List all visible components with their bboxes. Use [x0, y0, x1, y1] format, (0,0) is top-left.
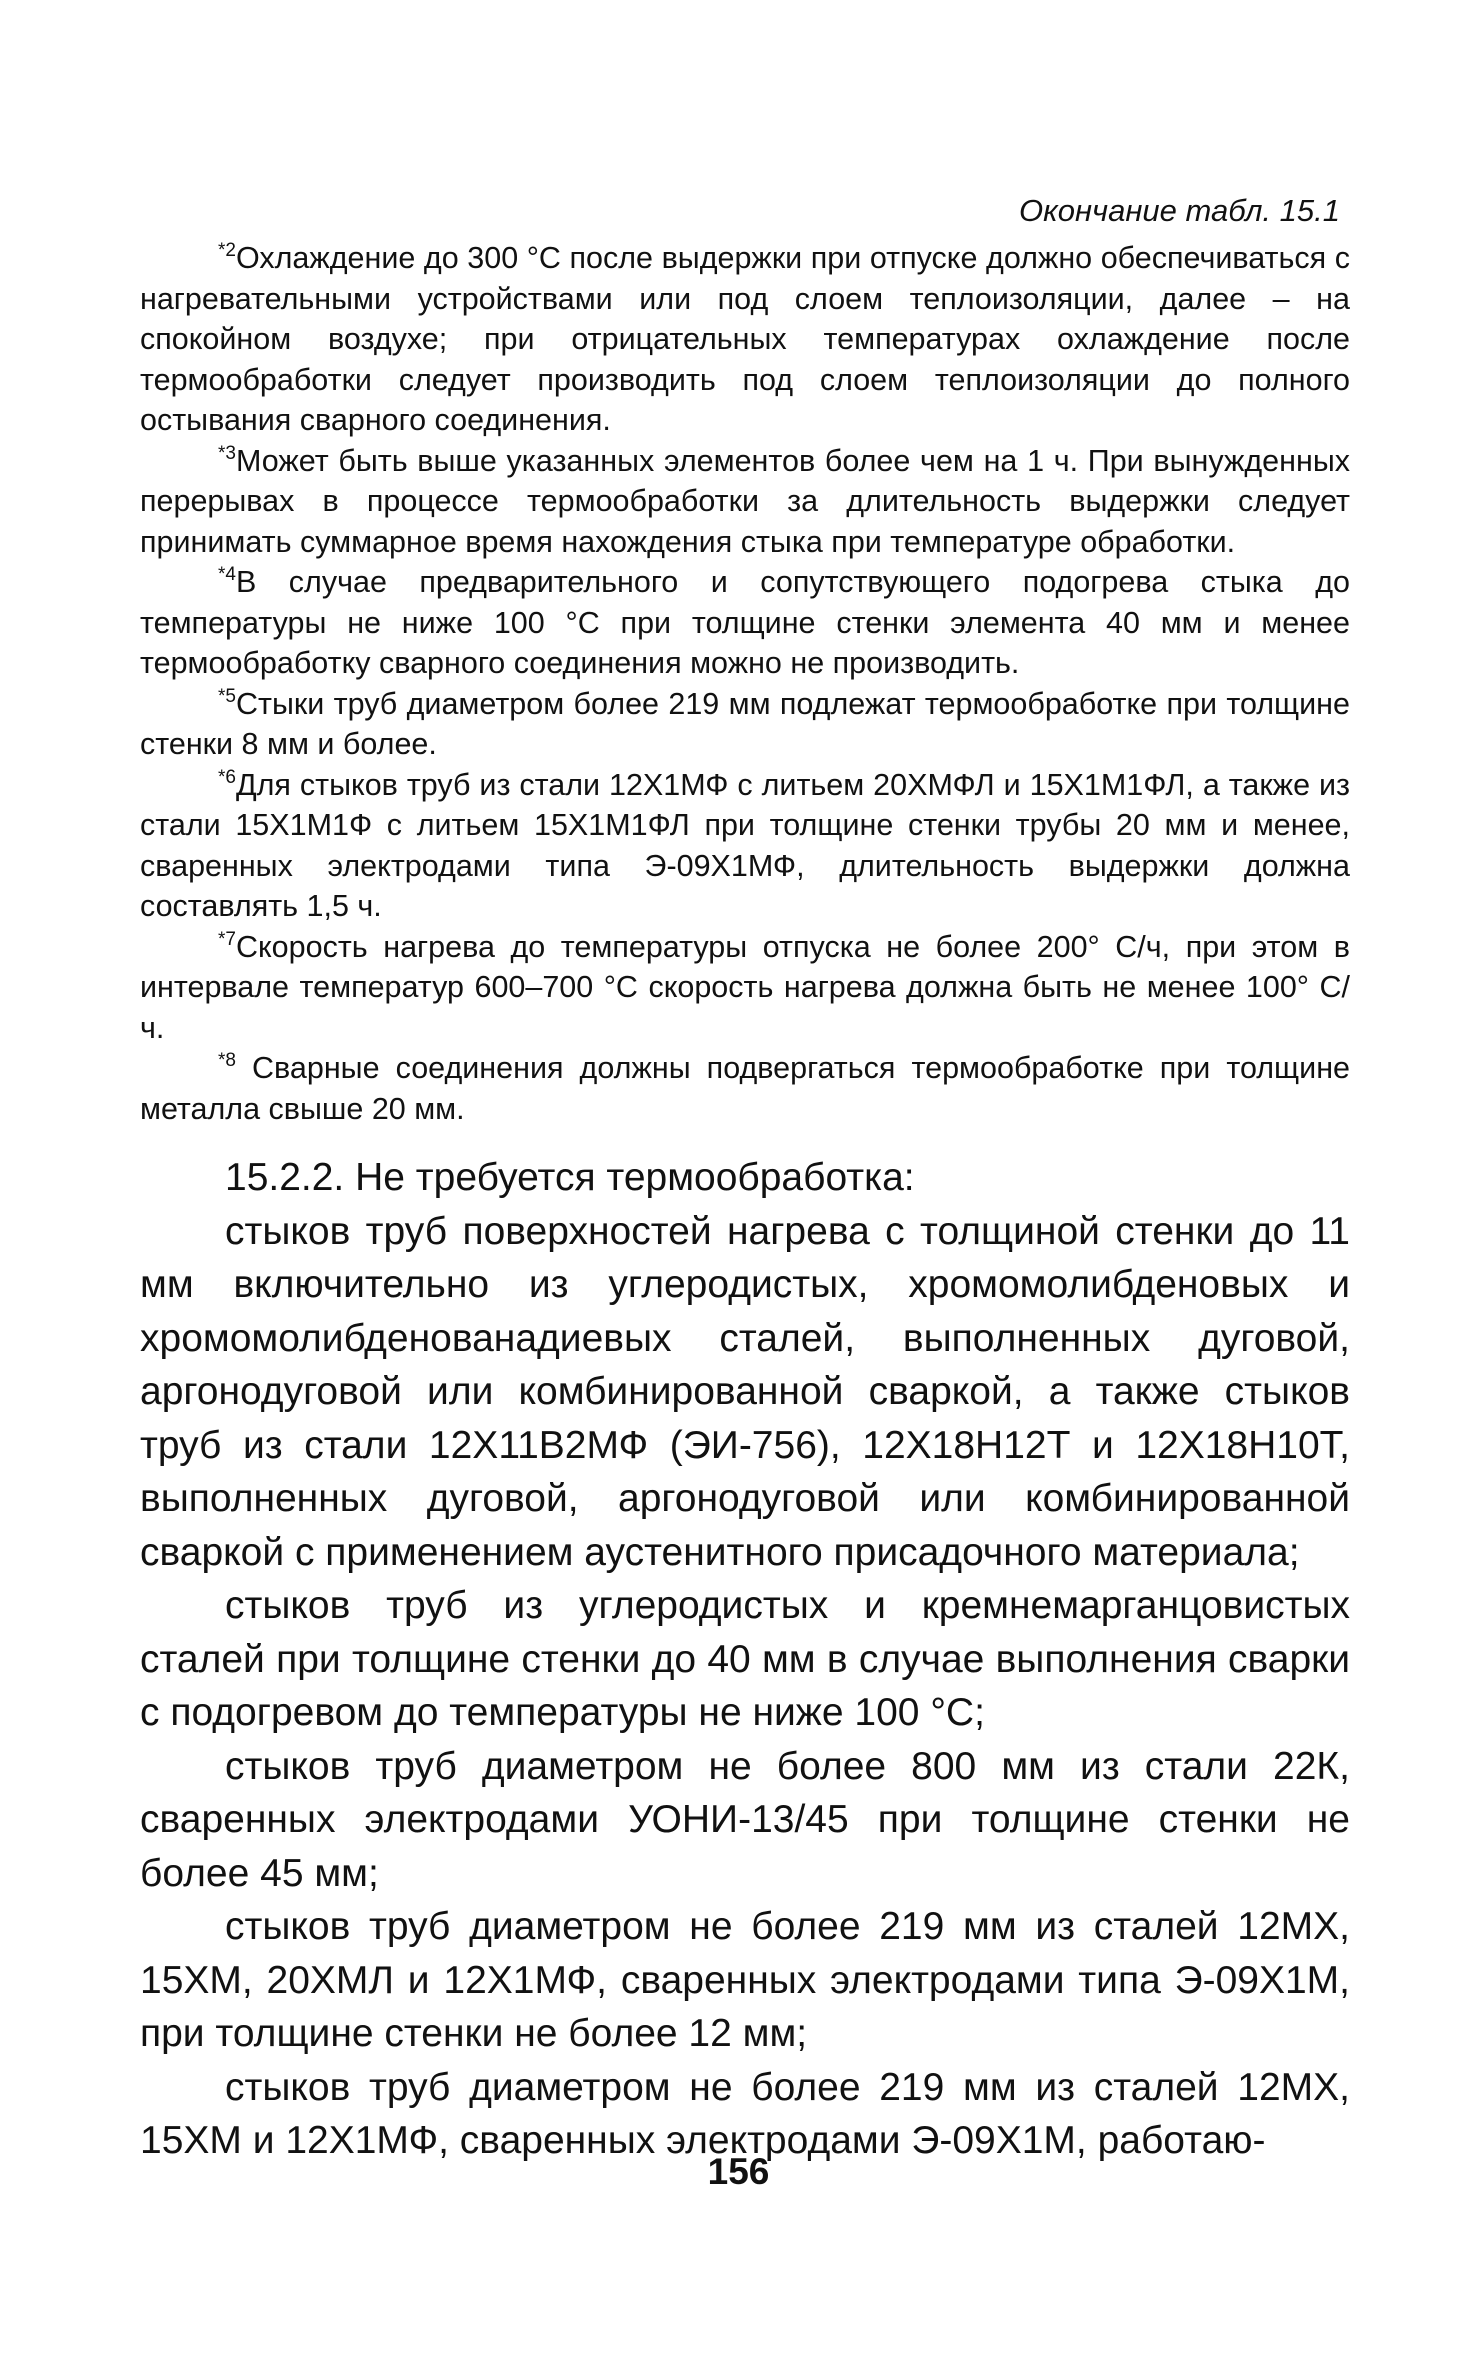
footnote: [140, 441, 1350, 563]
table-footnotes: [140, 238, 1350, 1129]
footnote-mark: *2: [218, 240, 236, 261]
main-text: [140, 1151, 1350, 2168]
footnote-text: В случае предварительного и сопутствующего подогрева стыка до температуры не ниже 100 °С при толщине стенки элемента 40 мм и менее термообработку сварного соединения можно не производить.: [140, 565, 1350, 680]
paragraph: стыков труб диаметром не более 800 мм из стали 22К, сваренных электродами УОНИ-13/45 при толщине стенки не более 45 мм;: [140, 1744, 1350, 1895]
footnote-mark: *7: [218, 928, 236, 950]
footnote: [140, 927, 1350, 1049]
footnote-text: Стыки труб диаметром более 219 мм подлежат термообработке при толщине стенки 8 мм и более.: [140, 686, 1350, 761]
footnote-mark: *3: [218, 442, 236, 464]
table-caption: Окончание табл. 15.1: [1018, 193, 1340, 228]
footnote: [140, 562, 1350, 684]
paragraph: стыков труб из углеродистых и кремнемарганцовистых сталей при толщине стенки до 40 мм в случае выполнения сварки с подогревом до температуры не ниже 100 °С;: [140, 1584, 1350, 1734]
footnote-text: Скорость нагрева до температуры отпуска не более 200° С/ч, при этом в интервале температур 600–700 °С скорость нагрева должна быть не менее 100° С/ч.: [140, 929, 1350, 1045]
footnote-mark: *4: [218, 564, 236, 585]
footnote-text: Сварные соединения должны подвергаться термообработке при толщине металла свыше 20 мм.: [140, 1051, 1350, 1126]
footnote-text: Для стыков труб из стали 12Х1МФ с литьем 20ХМФЛ и 15Х1М1ФЛ, а также из стали 15Х1М1Ф с литьем 15Х1М1ФЛ при толщине стенки трубы 20 мм и менее, сваренных электродами типа Э-09Х1МФ, длительность выдержки должна составлять 1,5 ч.: [140, 767, 1350, 923]
footnote-text: Охлаждение до 300 °С после выдержки при отпуске должно обеспечиваться с нагревательными устройствами или под слоем теплоизоляции, далее – на спокойном воздухе; при отрицательных температурах охлаждение после термообработки следует производить под слоем теплоизоляции до полного остывания сварного соединения.: [140, 241, 1350, 437]
footnote: [140, 684, 1350, 765]
paragraph: стыков труб поверхностей нагрева с толщиной стенки до 11 мм включительно из углеродистых, хромомолибденовых и хромомолибденованадиевых сталей, выполненных дуговой, аргонодуговой или комбинированной сваркой, а также стыков труб из стали 12Х11В2МФ (ЭИ-756), 12Х18Н12Т и 12Х18Н10Т, выполненных дуговой, аргонодуговой или комбинированной сваркой с применением аустенитного присадочного материала;: [140, 1209, 1350, 1574]
footnote: [140, 765, 1350, 927]
paragraph: стыков труб диаметром не более 219 мм из сталей 12МХ, 15ХМ и 12Х1МФ, сваренных электродами Э-09Х1М, работаю-: [140, 2065, 1350, 2162]
page-number: 156: [707, 2151, 770, 2192]
document-page: [140, 190, 1350, 2168]
footnote: [140, 238, 1350, 441]
section-heading: 15.2.2. Не требуется термообработка:: [225, 1156, 915, 1199]
paragraph: стыков труб диаметром не более 219 мм из сталей 12МХ, 15ХМ, 20ХМЛ и 12Х1МФ, сваренных электродами типа Э-09Х1М, при толщине стенки не более 12 мм;: [140, 1905, 1350, 2055]
footnote-mark: *6: [218, 766, 236, 788]
footnote: [140, 1048, 1350, 1129]
footnote-mark: *8: [218, 1050, 236, 1071]
footnote-text: Может быть выше указанных элементов более чем на 1 ч. При вынужденных перерывах в процессе термообработки за длительность выдержки следует принимать суммарное время нахождения стыка при температуре обработки.: [140, 443, 1350, 559]
footnote-mark: *5: [218, 685, 236, 707]
